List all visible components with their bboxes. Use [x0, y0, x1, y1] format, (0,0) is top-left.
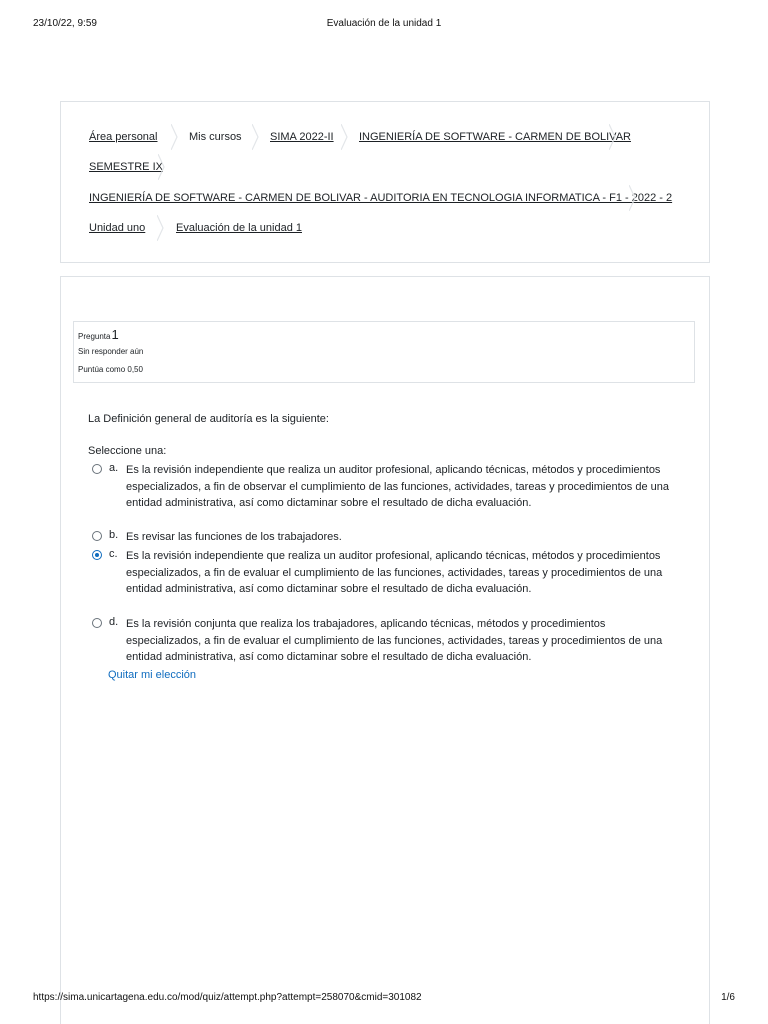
breadcrumb-item-course[interactable]: INGENIERÍA DE SOFTWARE - CARMEN DE BOLIVAR - AUDITORIA EN TECNOLOGIA INFORMATICA - F1 - 2022 - 2	[89, 192, 673, 204]
option-text: Es la revisión independiente que realiza un auditor profesional, aplicando técnicas, métodos y procedimientos especializados, a fin de observar el cumplimiento de las funciones, actividades, tareas y procedimientos de una entidad administrativa, así como dictaminar sobre el resultado de dicha evaluación.	[126, 464, 669, 509]
question-grade: Puntúa como 0,50	[78, 365, 143, 374]
question-status: Sin responder aún	[78, 347, 144, 356]
question-text: La Definición general de auditoría es la siguiente:	[88, 413, 329, 425]
option-letter: d.	[109, 616, 119, 628]
option-text: Es la revisión conjunta que realiza los trabajadores, aplicando técnicas, métodos y procedimientos especializados, a fin de evaluar el cumplimiento de las funciones, actividades, tareas y procedimientos de una entidad administrativa, así como dictaminar sobre el resultado de dicha evaluación.	[126, 618, 663, 663]
breadcrumb-separator	[629, 185, 636, 211]
answer-option-d[interactable]	[92, 616, 682, 664]
print-url: https://sima.unicartagena.edu.co/mod/quiz/attempt.php?attempt=258070&cmid=301082	[33, 992, 422, 1003]
breadcrumb-separator	[341, 124, 348, 150]
print-page-number: 1/6	[721, 992, 735, 1003]
print-header	[0, 18, 768, 32]
breadcrumb-item-mis-cursos: Mis cursos	[189, 131, 242, 143]
radio-button[interactable]	[92, 618, 102, 628]
breadcrumb-separator	[171, 124, 178, 150]
answer-option-a[interactable]	[92, 462, 682, 526]
print-footer	[0, 992, 768, 1006]
breadcrumb-item-evaluacion[interactable]: Evaluación de la unidad 1	[176, 222, 302, 234]
question-number	[78, 327, 119, 342]
option-letter: c.	[109, 548, 118, 560]
radio-button[interactable]	[92, 464, 102, 474]
breadcrumb-item-sima[interactable]: SIMA 2022-II	[270, 131, 334, 143]
answer-option-b[interactable]	[92, 529, 682, 545]
question-info-box	[73, 321, 695, 383]
option-letter: a.	[109, 462, 119, 474]
question-number-value: 1	[111, 327, 119, 342]
question-label: Pregunta	[78, 332, 111, 341]
breadcrumb-item-area-personal[interactable]: Área personal	[89, 131, 158, 143]
option-text: Es revisar las funciones de los trabajadores.	[126, 531, 342, 543]
breadcrumb-item-ingenieria-software[interactable]: INGENIERÍA DE SOFTWARE - CARMEN DE BOLIVAR	[359, 131, 631, 143]
breadcrumb-separator	[158, 154, 165, 180]
breadcrumb-separator	[252, 124, 259, 150]
clear-choice-link[interactable]: Quitar mi elección	[108, 669, 197, 681]
radio-button[interactable]	[92, 531, 102, 541]
breadcrumb-separator	[609, 124, 616, 150]
option-letter: b.	[109, 529, 119, 541]
breadcrumb-item-unidad-uno[interactable]: Unidad uno	[89, 222, 146, 234]
option-text: Es la revisión independiente que realiza un auditor profesional, aplicando técnicas, métodos y procedimientos especializados, a fin de evaluar el cumplimiento de las funciones, actividades, tareas y procedimientos de una entidad administrativa, así como dictaminar sobre el resultado de dicha evaluación.	[126, 550, 663, 595]
answer-option-c[interactable]	[92, 548, 682, 612]
breadcrumb-separator	[157, 215, 164, 241]
print-datetime: 23/10/22, 9:59	[33, 18, 97, 29]
breadcrumb-item-semestre[interactable]: SEMESTRE IX	[89, 161, 163, 173]
radio-button-selected[interactable]	[92, 550, 102, 560]
print-title: Evaluación de la unidad 1	[326, 18, 442, 29]
answer-prompt: Seleccione una:	[88, 445, 167, 457]
